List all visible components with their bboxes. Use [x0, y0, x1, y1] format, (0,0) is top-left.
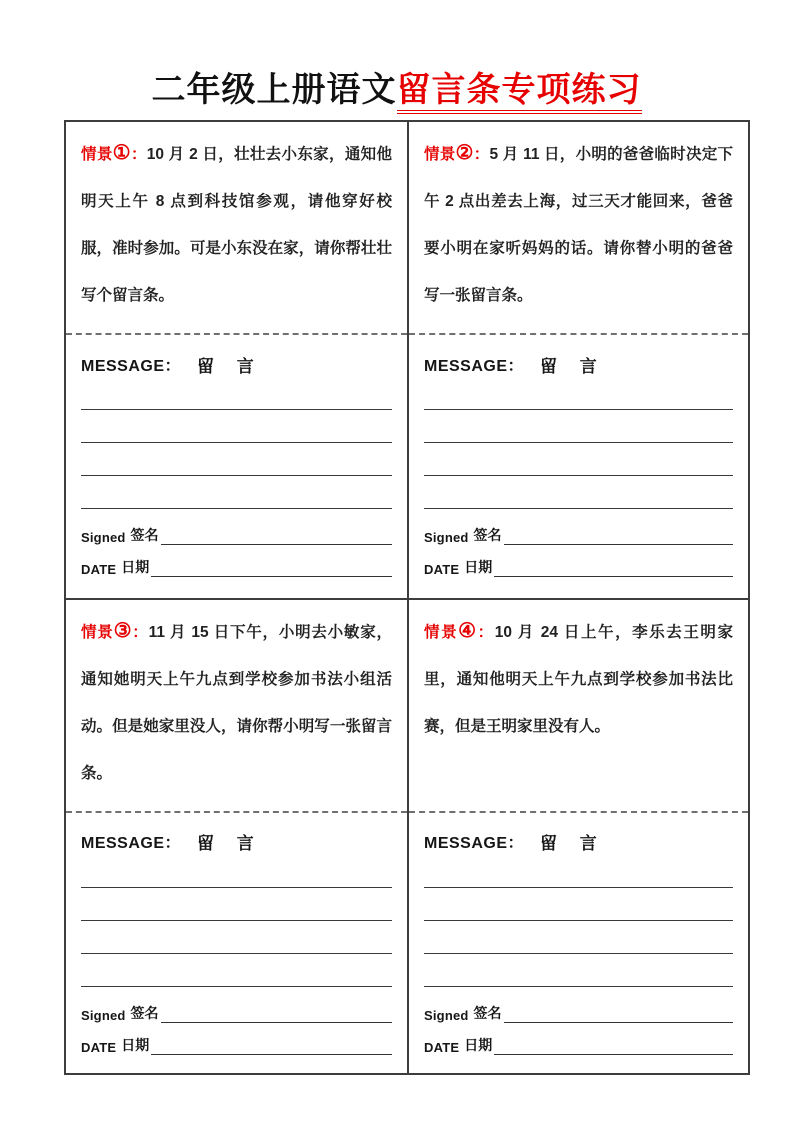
message-writing-line: [424, 410, 733, 443]
date-row: [424, 1031, 733, 1055]
page-title-highlight: 留言条专项练习: [397, 71, 642, 114]
date-blank-line: [494, 553, 733, 577]
scenario-number-badge-1: ①: [112, 142, 131, 164]
scenario-label-4: 情景④：: [424, 619, 495, 642]
message-writing-line: [424, 855, 733, 888]
message-writing-line: [81, 410, 392, 443]
scenario-text-2: [409, 122, 748, 333]
dashed-divider: [409, 811, 748, 813]
scenario-number-badge-4: ④: [458, 619, 478, 642]
signed-row: [424, 999, 733, 1023]
signed-label-cn: 签名: [473, 1004, 502, 1021]
message-label-cn: 留 言: [540, 356, 606, 376]
message-writing-line: [81, 377, 392, 410]
message-writing-line: [424, 954, 733, 987]
scenario-cell-3: [66, 598, 407, 1074]
scenario-number-badge-2: ②: [455, 142, 474, 164]
scenario-cell-1: [66, 122, 407, 598]
message-label-en: MESSAGE：: [81, 357, 182, 375]
message-writing-line: [81, 855, 392, 888]
signed-label-cn: 签名: [473, 527, 502, 543]
signed-blank-line: [161, 999, 392, 1023]
message-label-cn: 留 言: [197, 834, 263, 853]
page-title: [0, 62, 793, 111]
scenario-text-1: [66, 122, 407, 333]
message-label-cn: 留 言: [540, 834, 606, 853]
date-row: [81, 1031, 392, 1055]
message-writing-line: [424, 888, 733, 921]
date-label-cn: 日期: [121, 559, 150, 575]
date-blank-line: [151, 1031, 392, 1055]
date-label-cn: 日期: [464, 1036, 493, 1053]
date-blank-line: [151, 553, 392, 577]
dashed-divider: [66, 333, 407, 335]
dashed-divider: [66, 811, 407, 813]
message-label-en: MESSAGE：: [424, 357, 525, 375]
message-label-en: MESSAGE：: [81, 835, 182, 852]
dashed-divider: [409, 333, 748, 335]
signed-label-cn: 签名: [130, 1004, 159, 1021]
scenario-number-badge-3: ③: [113, 619, 133, 642]
signed-label-cn: 签名: [130, 527, 159, 543]
scenario-text-4: [409, 600, 748, 811]
scenario-text-3: [66, 600, 407, 811]
message-label-en: MESSAGE：: [424, 835, 525, 852]
message-header: [81, 829, 392, 855]
signed-blank-line: [161, 521, 392, 545]
date-label-en: DATE: [424, 562, 460, 577]
scenario-label-2: 情景②：: [424, 142, 490, 164]
date-label-cn: 日期: [464, 559, 493, 575]
message-header: [424, 829, 733, 855]
date-blank-line: [494, 1031, 733, 1055]
scenario-cell-2: [407, 122, 748, 598]
date-row: [424, 553, 733, 577]
signed-blank-line: [504, 521, 733, 545]
message-writing-line: [81, 443, 392, 476]
date-label-en: DATE: [81, 1039, 117, 1055]
signed-label-en: Signed: [424, 530, 469, 545]
scenario-body-4: 10 月 24 日上午，李乐去王明家里，通知他明天上午九点到学校参加书法比赛，但是王明家里没有人。: [424, 623, 733, 735]
signed-row: [424, 521, 733, 545]
message-header: [424, 351, 733, 377]
message-writing-line: [424, 443, 733, 476]
date-label-en: DATE: [81, 562, 117, 577]
date-row: [81, 553, 392, 577]
worksheet-table: [64, 120, 750, 1075]
message-writing-line: [81, 888, 392, 921]
signed-label-en: Signed: [424, 1007, 469, 1023]
signed-row: [81, 521, 392, 545]
message-writing-line: [81, 476, 392, 509]
scenario-body-2: 5 月 11 日，小明的爸爸临时决定下午 2 点出差去上海，过三天才能回来，爸爸要小明在家听妈妈的话。请你替小明的爸爸写一张留言条。: [424, 146, 733, 304]
message-writing-line: [424, 476, 733, 509]
scenario-cell-4: [407, 598, 748, 1074]
scenario-body-1: 10 月 2 日，壮壮去小东家，通知他明天上午 8 点到科技馆参观，请他穿好校服，准时参加。可是小东没在家，请你帮壮壮写个留言条。: [81, 146, 392, 304]
signed-label-en: Signed: [81, 530, 126, 545]
message-header: [81, 351, 392, 377]
message-label-cn: 留 言: [197, 356, 263, 376]
message-writing-line: [424, 921, 733, 954]
message-writing-line: [81, 954, 392, 987]
scenario-label-3: 情景③：: [81, 619, 149, 642]
scenario-body-3: 11 月 15 日下午，小明去小敏家，通知她明天上午九点到学校参加书法小组活动。但是她家里没人，请你帮小明写一张留言条。: [81, 623, 392, 782]
scenario-label-1: 情景①：: [81, 142, 147, 164]
signed-label-en: Signed: [81, 1007, 126, 1023]
signed-blank-line: [504, 999, 733, 1023]
date-label-en: DATE: [424, 1039, 460, 1055]
page-title-black: 二年级上册语文: [151, 71, 397, 109]
signed-row: [81, 999, 392, 1023]
message-writing-line: [81, 921, 392, 954]
message-writing-line: [424, 377, 733, 410]
date-label-cn: 日期: [121, 1036, 150, 1053]
